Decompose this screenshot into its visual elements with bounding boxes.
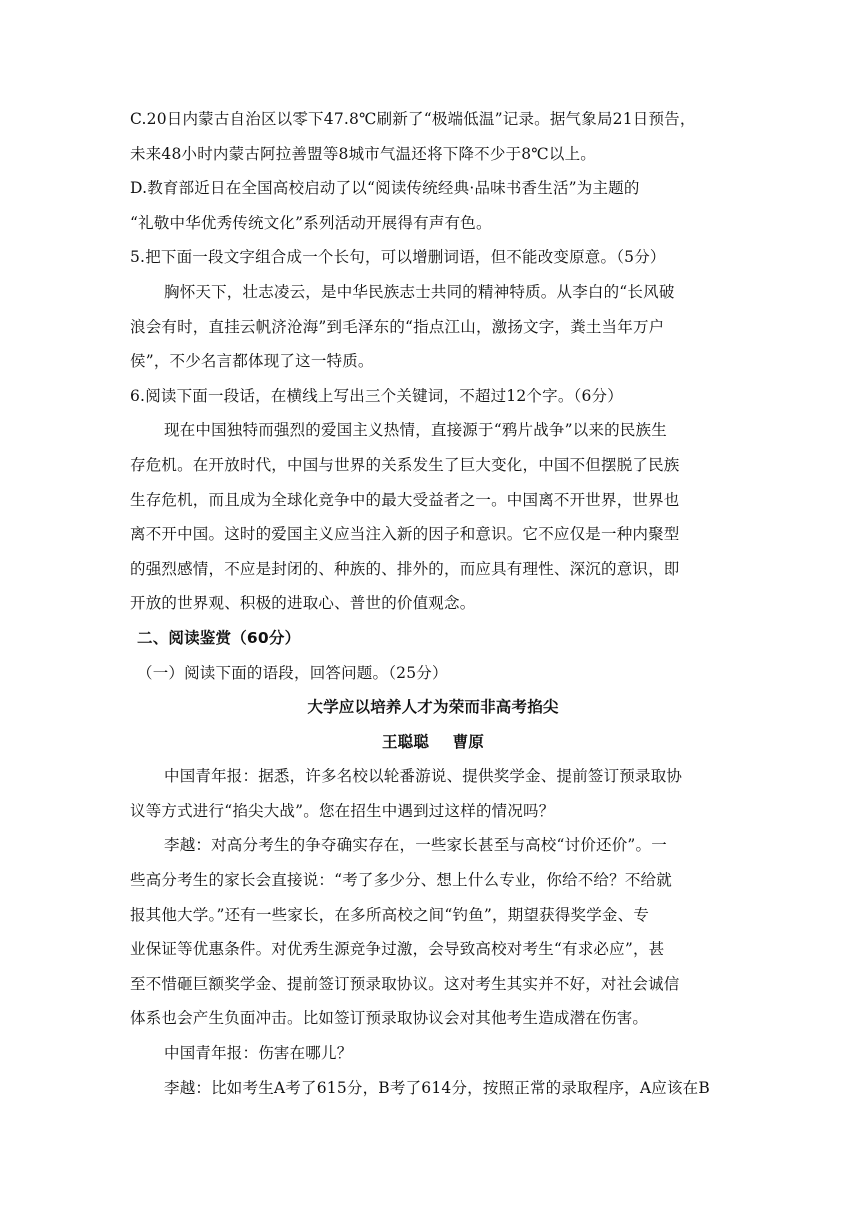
interview-body [130, 759, 736, 1105]
question-6-passage-line: 离不开中国。这时的爱国主义应当注入新的因子和意识。它不应仅是一种内聚型 [130, 525, 680, 544]
section-heading: 二、阅读鉴赏（60分） [137, 628, 301, 647]
interview-line: 报其他大学。”还有一些家长，在多所高校之间“钓鱼”，期望获得奖学金、专 [130, 905, 650, 924]
option-c-line-1: C.20日内蒙古自治区以零下47.8℃刷新了“极端低温”记录。据气象局21日预告， [130, 110, 696, 128]
author-name: 曹原 [452, 732, 485, 751]
question-5-prompt: 5.把下面一段文字组合成一个长句，可以增删词语，但不能改变原意。（5分） [130, 248, 666, 267]
article-authors [130, 725, 736, 760]
question-5-passage-line: 胸怀天下，壮志凌云，是中华民族志士共同的精神特质。从李白的“长风破 [164, 282, 675, 301]
option-d-line-1: D.教育部近日在全国高校启动了以“阅读传统经典·品味书香生活”为主题的 [130, 179, 640, 198]
question-6-passage-line: 开放的世界观、积极的进取心、普世的价值观念。 [130, 594, 476, 613]
question-5-passage-line: 侯”，不少名言都体现了这一特质。 [130, 352, 374, 371]
sub-section-heading: （一）阅读下面的语段，回答问题。（25分） [137, 663, 448, 682]
interview-line: 体系也会产生负面冲击。比如签订预录取协议会对其他考生造成潜在伤害。 [130, 1009, 649, 1028]
question-6-passage-line: 存危机。在开放时代，中国与世界的关系发生了巨大变化，中国不但摆脱了民族 [130, 455, 680, 474]
interview-line: 些高分考生的家长会直接说：“考了多少分、想上什么专业，你给不给？不给就 [130, 871, 672, 890]
question-6-passage-line: 生存危机，而且成为全球化竞争中的最大受益者之一。中国离不开世界，世界也 [130, 490, 680, 509]
interview-line: 业保证等优惠条件。对优秀生源竞争过激，会导致高校对考生“有求必应”，甚 [130, 940, 665, 959]
author-name: 王聪聪 [381, 732, 430, 751]
question-6-passage-line: 的强烈感情，不应是封闭的、种族的、排外的，而应具有理性、深沉的意识，即 [130, 559, 680, 578]
question-6-passage-line: 现在中国独特而强烈的爱国主义热情，直接源于“鸦片战争”以来的民族生 [164, 421, 667, 440]
interview-line: 议等方式进行“掐尖大战”。您在招生中遇到过这样的情况吗？ [130, 801, 555, 820]
option-c-line-2: 未来48小时内蒙古阿拉善盟等8城市气温还将下降不少于8℃以上。 [130, 144, 596, 163]
interview-line: 李越：对高分考生的争夺确实存在，一些家长甚至与高校“讨价还价”。一 [164, 836, 667, 855]
interview-line: 李越：比如考生A考了615分，B考了614分，按照正常的录取程序，A应该在B [164, 1078, 710, 1097]
article-title: 大学应以培养人才为荣而非高考掐尖 [307, 698, 559, 717]
interview-line: 中国青年报：据悉，许多名校以轮番游说、提供奖学金、提前签订预录取协 [164, 767, 683, 786]
question-6-prompt: 6.阅读下面一段话，在横线上写出三个关键词，不超过12个字。（6分） [130, 386, 623, 405]
interview-line: 至不惜砸巨额奖学金、提前签订预录取协议。这对考生其实并不好，对社会诚信 [130, 974, 680, 993]
interview-line: 中国青年报：伤害在哪儿？ [164, 1044, 353, 1063]
option-d-line-2: “礼敬中华优秀传统文化”系列活动开展得有声有色。 [130, 213, 492, 232]
exam-page [130, 102, 736, 1105]
question-5-passage-line: 浪会有时，直挂云帆济沧海”到毛泽东的“指点江山，激扬文字，粪土当年万户 [130, 317, 665, 336]
